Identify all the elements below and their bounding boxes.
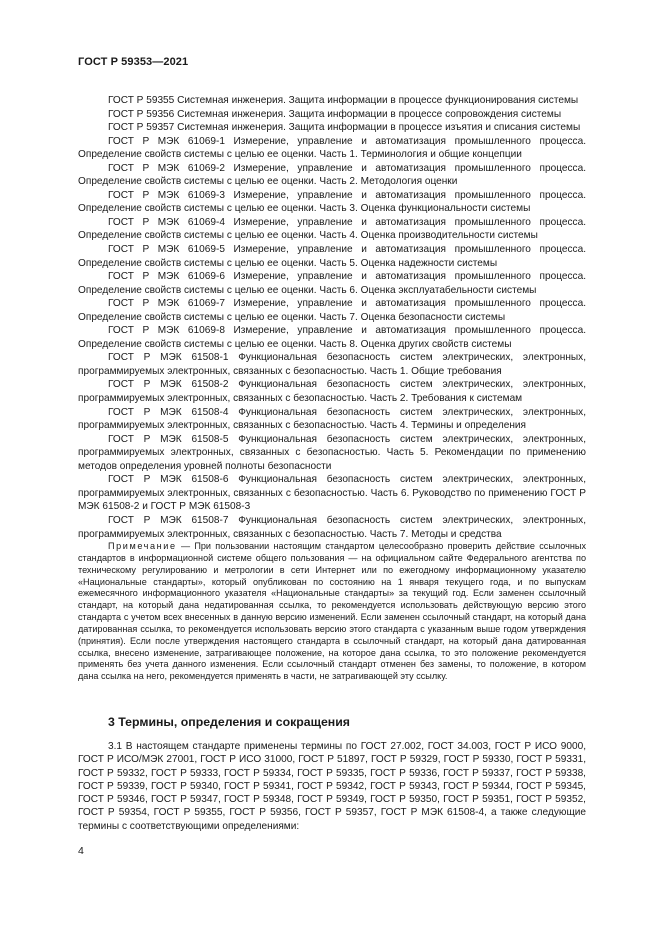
reference-item: ГОСТ Р МЭК 61069-3 Измерение, управление и автоматизация промышленного процесса. Определение свойств системы с целью ее оценки. Часть 3. Оценка функциональности системы bbox=[78, 189, 586, 215]
reference-item: ГОСТ Р 59356 Системная инженерия. Защита информации в процессе сопровождения системы bbox=[108, 108, 562, 120]
reference-item: ГОСТ Р МЭК 61508-2 Функциональная безопасность систем электрических, электронных, программируемых электронных, связанных с безопасностью. Часть 2. Требования к системам bbox=[78, 379, 586, 405]
reference-item: ГОСТ Р МЭК 61069-2 Измерение, управление и автоматизация промышленного процесса. Определение свойств системы с целью ее оценки. Часть 2. Методология оценки bbox=[78, 162, 586, 188]
reference-item: ГОСТ Р МЭК 61069-7 Измерение, управление и автоматизация промышленного процесса. Определение свойств системы с целью ее оценки. Часть 7. Оценка безопасности системы bbox=[78, 298, 586, 323]
reference-item: ГОСТ Р 59357 Системная инженерия. Защита информации в процессе изъятия и списания системы bbox=[108, 122, 581, 134]
reference-item: ГОСТ Р МЭК 61069-1 Измерение, управление и автоматизация промышленного процесса. Определение свойств системы с целью ее оценки. Часть 1. Терминология и общие концепции bbox=[78, 135, 586, 161]
note-paragraph bbox=[78, 541, 586, 683]
page-number: 4 bbox=[78, 845, 84, 857]
reference-item: ГОСТ Р МЭК 61069-5 Измерение, управление и автоматизация промышленного процесса. Определение свойств системы с целью ее оценки. Часть 5. Оценка надежности системы bbox=[78, 244, 586, 269]
reference-item: ГОСТ Р МЭК 61069-6 Измерение, управление и автоматизация промышленного процесса. Определение свойств системы с целью ее оценки. Часть 6. Оценка эксплуатабельности системы bbox=[78, 271, 586, 296]
reference-item: ГОСТ Р МЭК 61508-6 Функциональная безопасность систем электрических, электронных, программируемых электронных, связанных с безопасностью. Часть 6. Руководство по применению ГОСТ Р МЭК 61508-2 и ГОСТ Р МЭК 61508-3 bbox=[78, 474, 586, 513]
document-header: ГОСТ Р 59353—2021 bbox=[78, 56, 189, 68]
note-label: Примечание bbox=[108, 541, 177, 552]
terms-paragraph: 3.1 В настоящем стандарте применены термины по ГОСТ 27.002, ГОСТ 34.003, ГОСТ Р ИСО 9000, ГОСТ Р ИСО/МЭК 27001, ГОСТ Р ИСО 31000, ГОСТ Р 51897, ГОСТ Р 59329, ГОСТ Р 59330, ГОСТ Р 59331, ГОСТ Р 59332, ГОСТ Р 59333, ГОСТ Р 59334, ГОСТ Р 59335, ГОСТ Р 59336, ГОСТ Р 59337, ГОСТ Р 59338, ГОСТ Р 59339, ГОСТ Р 59340, ГОСТ Р 59341, ГОСТ Р 59342, ГОСТ Р 59343, ГОСТ Р 59344, ГОСТ Р 59345, ГОСТ Р 59346, ГОСТ Р 59347, ГОСТ Р 59348, ГОСТ Р 59349, ГОСТ Р 59350, ГОСТ Р 59351, ГОСТ Р 59352, ГОСТ Р 59354, ГОСТ Р 59355, ГОСТ Р 59356, ГОСТ Р 59357, ГОСТ Р МЭК 61508-4, а также следующие термины с соответствующими определениями: bbox=[78, 741, 586, 832]
reference-item: ГОСТ Р МЭК 61069-4 Измерение, управление и автоматизация промышленного процесса. Определение свойств системы с целью ее оценки. Часть 4. Оценка производительности системы bbox=[78, 216, 586, 242]
reference-item: ГОСТ Р 59355 Системная инженерия. Защита информации в процессе функционирования системы bbox=[108, 95, 579, 106]
section-heading: 3 Термины, определения и сокращения bbox=[108, 715, 350, 729]
reference-item: ГОСТ Р МЭК 61508-1 Функциональная безопасность систем электрических, электронных, программируемых электронных, связанных с безопасностью. Часть 1. Общие требования bbox=[78, 352, 586, 377]
reference-item: ГОСТ Р МЭК 61069-8 Измерение, управление и автоматизация промышленного процесса. Определение свойств системы с целью ее оценки. Часть 8. Оценка других свойств системы bbox=[78, 325, 586, 350]
reference-item: ГОСТ Р МЭК 61508-5 Функциональная безопасность систем электрических, электронных, программируемых электронных, связанных с безопасностью. Часть 5. Рекомендации по применению методов определения уровней полноты безопасности bbox=[78, 433, 586, 472]
references-list bbox=[78, 94, 586, 683]
reference-item: ГОСТ Р МЭК 61508-4 Функциональная безопасность систем электрических, электронных, программируемых электронных, связанных с безопасностью. Часть 4. Термины и определения bbox=[78, 406, 586, 432]
reference-item: ГОСТ Р МЭК 61508-7 Функциональная безопасность систем электрических, электронных, программируемых электронных, связанных с безопасностью. Часть 7. Методы и средства bbox=[78, 514, 586, 540]
note-text: — При пользовании настоящим стандартом целесообразно проверить действие ссылочных стандартов в информационной системе общего пользования — на официальном сайте Федерального агентства по техническому регулированию и метрологии в сети Интернет или по ежегодному информационному указателю «Национальные стандарты», который опубликован по состоянию на 1 января текущего года, и по выпускам ежемесячного информационного указателя «Национальные стандарты» за текущий год. Если заменен ссылочный стандарт, на который дана недатированная ссылка, то рекомендуется использовать действующую версию этого стандарта с учетом всех внесенных в данную версию изменений. Если заменен ссылочный стандарт, на который дана датированная ссылка, то рекомендуется использовать версию этого стандарта с указанным выше годом утверждения (принятия). Если после утверждения настоящего стандарта в ссылочный стандарт, на который дана датированная ссылка, внесено изменение, затрагивающее положение, на которое дана ссылка, то это положение рекомендуется применять без учета данного изменения. Если ссылочный стандарт отменен без замены, то положение, в котором дана ссылка на него, рекомендуется применять в части, не затрагивающей эту ссылку. bbox=[78, 541, 586, 682]
